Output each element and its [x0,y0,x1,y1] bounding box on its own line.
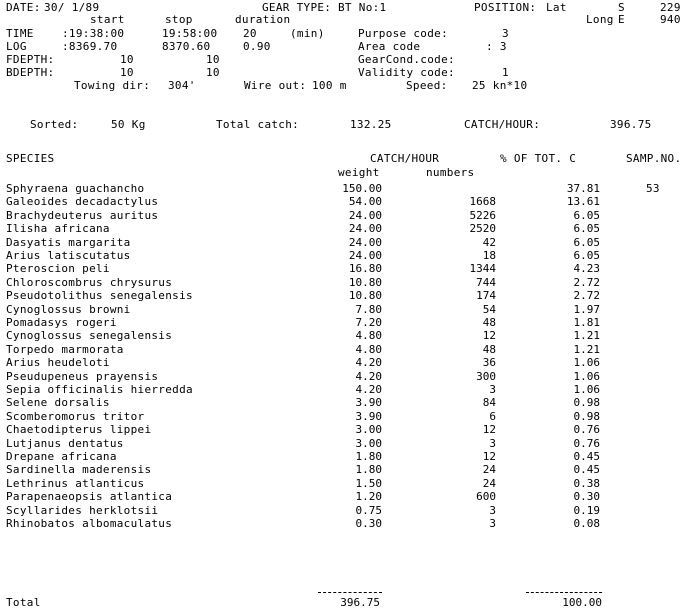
log-duration: 0.90 [243,40,271,53]
percent-of-total: 0.98 [573,396,600,410]
species-name: Scomberomorus tritor [6,409,145,423]
species-column-header: SPECIES [6,152,55,165]
species-name: Selene dorsalis [6,396,110,410]
percent-of-total: 0.38 [573,476,600,490]
log-stop: 8370.60 [162,40,211,53]
position-label: POSITION: [474,1,537,14]
total-label: Total [6,596,41,609]
percent-of-total: 0.76 [573,436,600,450]
catch-weight: 10.80 [348,289,382,303]
sorted-value: 50 Kg [111,118,146,131]
fdepth-label: FDEPTH: [6,53,55,66]
species-name: Cynoglossus senegalensis [6,329,173,343]
percent-of-total: 0.45 [573,450,600,463]
species-name: Pseudotolithus senegalensis [6,289,193,303]
catch-weight: 4.20 [355,369,382,383]
species-name: Torpedo marmorata [6,342,124,356]
catch-weight: 3.00 [355,423,382,437]
catch-numbers: 300 [476,369,496,383]
log-start: :8369.70 [62,40,118,53]
catch-numbers: 24 [482,476,496,490]
percent-of-total: 0.98 [573,409,600,423]
column-start-header: start [90,13,125,26]
catch-per-hour-label: CATCH/HOUR: [464,118,541,131]
species-name: Brachydeuterus auritus [6,208,159,222]
total-catch-value: 132.25 [350,118,392,131]
percent-of-total: 6.05 [573,249,600,262]
catch-weight: 24.00 [348,249,382,262]
fdepth-stop: 10 [206,53,220,66]
log-label: LOG [6,40,27,53]
weight-column-header: weight [338,166,380,179]
wire-out-value: 100 m [312,79,347,92]
species-name: Scyllarides herklotsii [6,503,159,517]
catch-weight: 3.90 [355,409,382,423]
catch-weight: 1.20 [355,490,382,504]
catch-weight: 1.50 [355,476,382,490]
species-name: Rhinobatos albomaculatus [6,517,173,530]
species-name: Arius latiscutatus [6,249,131,262]
percent-of-total: 0.30 [573,490,600,504]
catch-weight: 1.80 [355,463,382,477]
weight-total-rule [318,592,382,593]
bdepth-stop: 10 [206,66,220,79]
percent-of-total: 2.72 [573,275,600,289]
species-name: Dasyatis margarita [6,235,131,249]
percent-total-column-header: % OF TOT. C [500,152,577,165]
catch-numbers: 12 [482,423,496,437]
column-stop-header: stop [165,13,193,26]
validity-code-label: Validity code: [358,66,455,79]
catch-numbers: 744 [476,275,496,289]
speed-label: Speed: [406,79,448,92]
catch-per-hour-value: 396.75 [610,118,652,131]
total-weight: 396.75 [340,596,380,609]
species-name: Lethrinus atlanticus [6,476,145,490]
towing-direction-label: Towing dir: [74,79,151,92]
catch-numbers: 2520 [469,222,496,236]
percent-total-rule [526,592,602,593]
wire-out-label: Wire out: [244,79,307,92]
lat-hemisphere: S [618,1,625,14]
catch-numbers: 3 [489,383,496,396]
percent-of-total: 37.81 [566,182,600,195]
validity-code-value: 1 [502,66,509,79]
catch-numbers: 42 [482,235,496,249]
percent-of-total: 1.06 [573,369,600,383]
catch-weight: 16.80 [348,262,382,276]
catch-weight: 4.80 [355,329,382,343]
species-name: Lutjanus dentatus [6,436,124,450]
numbers-column-header: numbers [426,166,475,179]
catch-weight: 1.80 [355,450,382,463]
catch-numbers: 48 [482,316,496,329]
total-catch-label: Total catch: [216,118,300,131]
percent-of-total: 2.72 [573,289,600,303]
long-label: Long [586,13,614,26]
sample-number-column-header: SAMP.NO. [626,152,682,165]
species-name: Pteroscion peli [6,262,110,276]
catch-numbers: 18 [482,249,496,262]
percent-of-total: 0.19 [573,503,600,517]
bdepth-label: BDEPTH: [6,66,55,79]
catch-numbers: 3 [489,517,496,530]
sample-number: 53 [646,182,660,195]
catch-weight: 4.80 [355,342,382,356]
species-name: Drepane africana [6,450,117,463]
species-name: Pomadasys rogeri [6,316,117,329]
percent-of-total: 1.97 [573,302,600,316]
catch-weight: 7.20 [355,316,382,329]
catch-numbers: 174 [476,289,496,303]
time-label: TIME [6,27,34,40]
area-code-value: : 3 [486,40,507,53]
gear-value: BT No:1 [338,1,387,14]
sorted-label: Sorted: [30,118,79,131]
catch-weight: 3.00 [355,436,382,450]
species-name: Pseudupeneus prayensis [6,369,159,383]
percent-of-total: 0.45 [573,463,600,477]
species-name: Cynoglossus browni [6,302,131,316]
percent-of-total: 6.05 [573,222,600,236]
towing-direction-value: 304' [168,79,196,92]
catch-numbers: 12 [482,329,496,343]
catch-weight: 0.30 [355,517,382,530]
catch-numbers: 1344 [469,262,496,276]
catch-numbers: 84 [482,396,496,410]
catch-weight: 7.80 [355,302,382,316]
catch-weight: 24.00 [348,235,382,249]
catch-numbers: 48 [482,342,496,356]
catch-weight: 150.00 [342,182,382,195]
purpose-code-label: Purpose code: [358,27,448,40]
catch-numbers: 6 [489,409,496,423]
catch-numbers: 3 [489,503,496,517]
total-percent: 100.00 [562,596,602,609]
area-code-label: Area code [358,40,421,53]
time-start: :19:38:00 [62,27,125,40]
catch-numbers: 5226 [469,208,496,222]
percent-of-total: 4.23 [573,262,600,276]
catch-hour-column-header: CATCH/HOUR [370,152,440,165]
catch-weight: 4.20 [355,356,382,370]
percent-of-total: 1.21 [573,329,600,343]
catch-weight: 3.90 [355,396,382,410]
time-stop: 19:58:00 [162,27,218,40]
species-name: Chaetodipterus lippei [6,423,152,437]
species-name: Parapenaeopsis atlantica [6,490,173,504]
species-name: Sardinella maderensis [6,463,152,477]
speed-value: 25 kn*10 [472,79,528,92]
catch-numbers: 54 [482,302,496,316]
percent-of-total: 1.81 [573,316,600,329]
long-value: 940 [660,13,681,26]
purpose-code-value: 3 [502,27,509,40]
percent-of-total: 6.05 [573,235,600,249]
catch-weight: 10.80 [348,275,382,289]
species-name: Chloroscombrus chrysurus [6,275,173,289]
gear-label: GEAR TYPE: [262,1,332,14]
species-name: Ilisha africana [6,222,110,236]
lat-value: 229 [660,1,681,14]
percent-of-total: 0.08 [573,517,600,530]
percent-of-total: 1.21 [573,342,600,356]
species-name: Sphyraena guachancho [6,182,145,195]
species-name: Galeoides decadactylus [6,195,159,209]
species-name: Sepia officinalis hierredda [6,383,193,396]
percent-of-total: 0.76 [573,423,600,437]
catch-weight: 24.00 [348,208,382,222]
catch-numbers: 24 [482,463,496,477]
catch-weight: 0.75 [355,503,382,517]
fdepth-start: 10 [120,53,134,66]
percent-of-total: 1.06 [573,356,600,370]
date-value: 30/ 1/89 [44,1,100,14]
catch-weight: 4.20 [355,383,382,396]
percent-of-total: 1.06 [573,383,600,396]
time-duration: 20 [243,27,257,40]
catch-numbers: 36 [482,356,496,370]
species-name: Arius heudeloti [6,356,110,370]
lat-label: Lat [546,1,567,14]
column-duration-header: duration [235,13,291,26]
long-hemisphere: E [618,13,625,26]
catch-weight: 24.00 [348,222,382,236]
catch-numbers: 3 [489,436,496,450]
catch-numbers: 1668 [469,195,496,209]
catch-weight: 54.00 [348,195,382,209]
time-unit: (min) [290,27,325,40]
percent-of-total: 6.05 [573,208,600,222]
catch-numbers: 600 [476,490,496,504]
bdepth-start: 10 [120,66,134,79]
date-label: DATE: [6,1,41,14]
catch-numbers: 12 [482,450,496,463]
percent-of-total: 13.61 [566,195,600,209]
gear-condition-label: GearCond.code: [358,53,455,66]
